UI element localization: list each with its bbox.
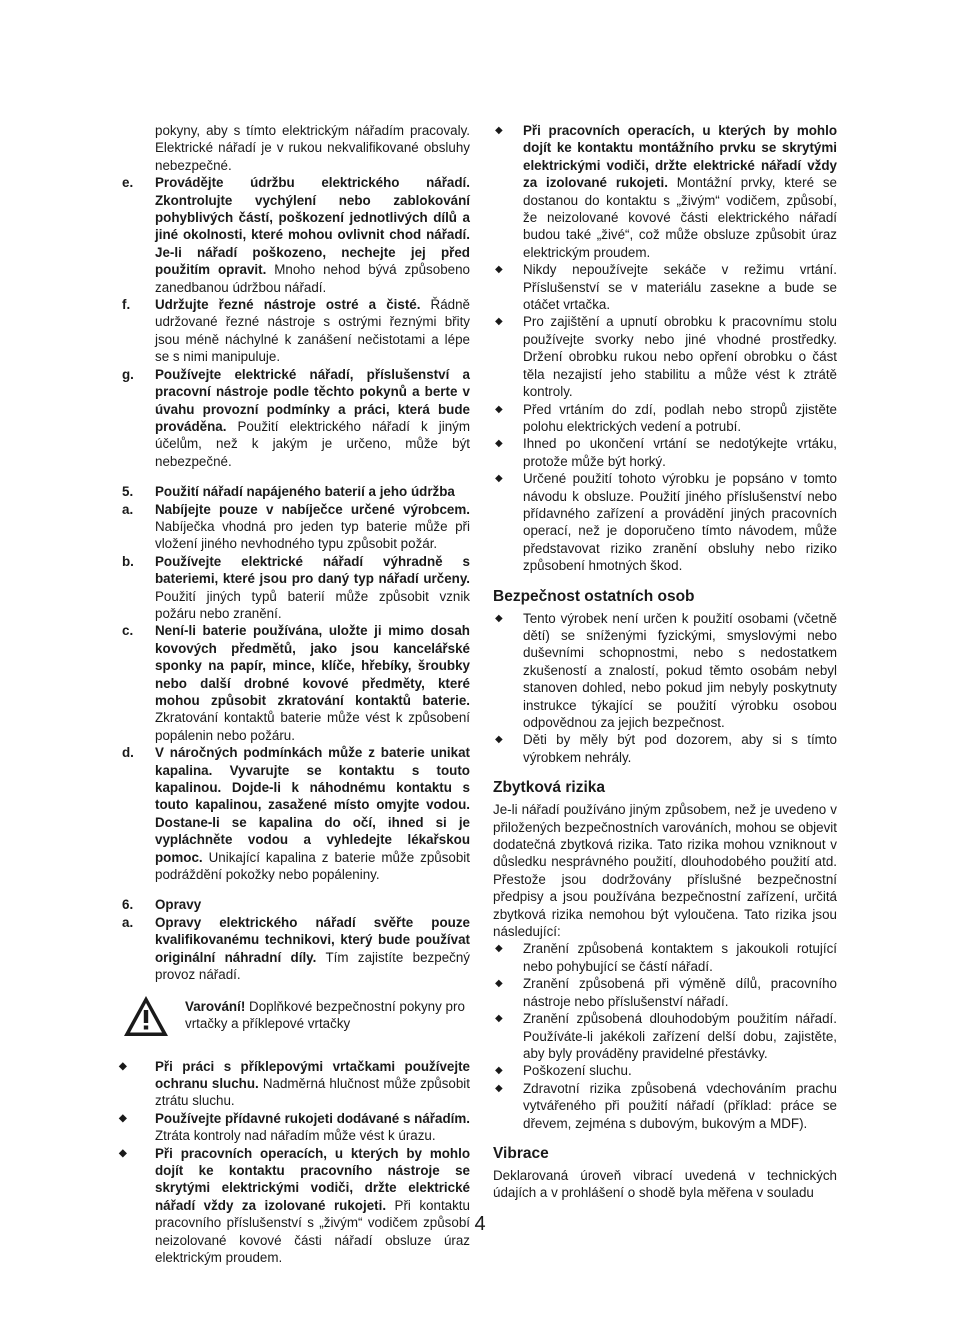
bullet-item bbox=[493, 313, 837, 400]
item-text: Ztráta kontroly nad nářadím může vést k úrazu. bbox=[155, 1128, 436, 1144]
diamond-bullet-icon: ◆ bbox=[495, 403, 503, 415]
bullet-item bbox=[493, 731, 837, 766]
item-text: Nadměrná hlučnost může způsobit ztrátu sluchu. bbox=[155, 1075, 470, 1109]
bullet-item bbox=[493, 975, 837, 1010]
item-text: Mnoho nehod bývá způsobeno zanedbanou údržbou nářadí. bbox=[155, 262, 470, 295]
diamond-bullet-icon: ◆ bbox=[119, 1147, 127, 1159]
diamond-bullet-icon: ◆ bbox=[495, 1013, 503, 1025]
diamond-bullet-icon: ◆ bbox=[495, 978, 503, 990]
list-item-f bbox=[122, 296, 470, 366]
left-column bbox=[119, 122, 470, 1266]
item-marker: d. bbox=[122, 745, 134, 761]
item-text: pokyny, aby s tímto elektrickým nářadím pracovaly. Elektrické nářadí je v rukou nekvalifikované obsluhy nebezpečné. bbox=[155, 123, 470, 173]
item-text: Použití jiných typů baterií může způsobit vznik požáru nebo zranění. bbox=[155, 588, 470, 621]
item-text: Děti by měly být pod dozorem, aby si s tímto výrobkem nehrály. bbox=[523, 732, 837, 765]
item-text: Řádně udržované řezné nástroje s ostrými řeznými břity jsou méně náchylné k zanášení nečistotami a lépe se s nimi manipuluje. bbox=[155, 297, 470, 365]
item-marker: g. bbox=[122, 366, 134, 382]
diamond-bullet-icon: ◆ bbox=[495, 438, 503, 450]
diamond-bullet-icon: ◆ bbox=[119, 1060, 127, 1072]
item-text: Zdravotní rizika způsobená vdechováním prachu vytvářeného při použití nářadí (příklad: práce se dřevem, zejména s dubovým, bukovým a MDF). bbox=[523, 1080, 837, 1131]
bullet-item bbox=[493, 122, 837, 261]
item-text: Zranění způsobená kontaktem s jakoukoli rotující nebo pohybující se částí nářadí. bbox=[523, 941, 837, 974]
item-bold-text: Provádějte údržbu elektrického nářadí. Zkontrolujte vychýlení nebo zablokování pohyblivých částí, poškození jednotlivých dílů a jiné okolnosti, které mohou ovlivnit chod nářadí. Je-li nářadí poškozeno, nechejte jej před použitím opravit. bbox=[155, 175, 470, 278]
heading-residual-risks: Zbytková rizika bbox=[493, 779, 605, 797]
section-title: Opravy bbox=[155, 897, 202, 913]
diamond-bullet-icon: ◆ bbox=[119, 1112, 127, 1124]
list-item-5a bbox=[122, 501, 470, 553]
item-text: Zranění způsobená dlouhodobým použitím nářadí. Používáte-li jakékoli zařízení delší dobu, zajistěte, aby byly prováděny pravidelné přestávky. bbox=[523, 1011, 837, 1061]
bullet-item bbox=[493, 470, 837, 574]
item-bold-text: V náročných podmínkách může z baterie unikat kapalina. Vyvarujte se kontaktu s touto kapalinou. Dojde-li k náhodnému kontaktu s touto kapalinou, zasažené místo omyjte vodou. Dostane-li se kapalina do očí, ihned si je vypláchněte vodou a vyhledejte lékařskou pomoc. bbox=[155, 745, 470, 865]
section-number: 6. bbox=[122, 897, 134, 913]
list-item-5c bbox=[122, 622, 470, 744]
item-text: Zkratování kontaktů baterie může vést k způsobení popálenin nebo požáru. bbox=[155, 710, 470, 743]
item-bold-text: Při pracovních operacích, u kterých by mohlo dojít ke kontaktu montážního prvku se skrytými elektrickými vodiči, držte elektrické nářadí vždy za izolované rukojeti. bbox=[523, 123, 837, 191]
item-marker: c. bbox=[122, 623, 134, 639]
item-text: Unikající kapalina z baterie může způsobit podráždění pokožky nebo popáleniny. bbox=[155, 849, 470, 883]
section-heading-5 bbox=[122, 483, 470, 500]
section-heading-6 bbox=[122, 896, 470, 913]
bullet-item bbox=[493, 1010, 837, 1062]
page-number: 4 bbox=[474, 1213, 486, 1235]
item-text: Pro zajištění a upnutí obrobku k pracovnímu stolu používejte svorky nebo jiné vhodné prostředky. Držení obrobku rukou nebo opření obrobku o část těla nezajistí jeho stabilitu a může vést k ztrátě kontroly. bbox=[523, 314, 837, 400]
item-bold-text: Používejte přídavné rukojeti dodávané s nářadím. bbox=[155, 1110, 470, 1126]
heading-vibration: Vibrace bbox=[493, 1144, 549, 1162]
item-bold-text: Nabíjejte pouze v nabíječce určené výrobcem. bbox=[155, 501, 470, 517]
bullet-item bbox=[493, 1080, 837, 1132]
bullet-item bbox=[119, 1110, 470, 1145]
item-text: Před vrtáním do zdí, podlah nebo stropů zjistěte polohu elektrických vedení a potrubí. bbox=[523, 401, 837, 434]
item-text: Při kontaktu pracovního příslušenství s „živým“ vodičem způsobí neizolované kovové části nářadí obsluze úraz elektrickým proudem. bbox=[155, 1197, 470, 1265]
item-bold-text: Používejte elektrické nářadí výhradně s bateriemi, které jsou pro daný typ nářadí určeny. bbox=[155, 553, 470, 587]
bullet-item bbox=[493, 435, 837, 470]
warning-triangle-icon bbox=[122, 994, 170, 1038]
item-text: Tento výrobek není určen k použití osobami (včetně dětí) se sníženými fyzickými, smyslovými nebo duševními schopnostmi, nebo s nedostatkem zkušeností a znalostí, pokud těmto osobám nebyl stanoven dohled, nebo pokud jim nebyly poskytnuty instrukce týkající se použití výrobku osobou odpovědnou za jejich bezpečnost. bbox=[523, 610, 837, 730]
item-bold-text: Opravy elektrického nářadí svěřte pouze kvalifikovanému technikovi, který bude používat originální náhradní díly. bbox=[155, 914, 470, 965]
diamond-bullet-icon: ◆ bbox=[495, 612, 503, 624]
warning-block bbox=[122, 994, 470, 1050]
item-marker: a. bbox=[122, 501, 134, 517]
bullet-item bbox=[119, 1145, 470, 1267]
warning-text bbox=[185, 994, 470, 1033]
diamond-bullet-icon: ◆ bbox=[495, 734, 503, 746]
bullet-item bbox=[493, 940, 837, 975]
warning-label: Varování! bbox=[185, 998, 246, 1014]
item-marker: b. bbox=[122, 553, 134, 569]
residual-paragraph: Je-li nářadí používáno jiným způsobem, než je uvedeno v přiložených bezpečnostních varováních, mohou se objevit dodatečná zbytková rizika. Tato rizika mohou vzniknout v důsledku nesprávného použití, dlouhodobého použití atd. Přestože jsou dodržovány příslušné bezpečnostní předpisy a jsou používána bezpečnostní zařízení, určitá zbytková rizika nemohou být vyloučena. Tato rizika jsou následující: bbox=[493, 802, 837, 940]
warning-description: Doplňkové bezpečnostní pokyny pro vrtačky a příklepové vrtačky bbox=[185, 998, 465, 1031]
item-bold-text: Při práci s příklepovými vrtačkami používejte ochranu sluchu. bbox=[155, 1058, 470, 1091]
list-item-6a bbox=[122, 914, 470, 984]
list-item-g bbox=[122, 366, 470, 470]
item-text: Tím zajistíte bezpečný provoz nářadí. bbox=[155, 949, 470, 983]
item-text: Nabíječka vhodná pro jeden typ baterie může při vložení jiného nevhodného typu způsobit požár. bbox=[155, 518, 470, 552]
list-item-e bbox=[122, 174, 470, 296]
item-text: Nikdy nepoužívejte sekáče v režimu vrtání. Příslušenství se v materiálu zasekne a bude se otáčet vrtačka. bbox=[523, 262, 837, 313]
heading-others-safety: Bezpečnost ostatních osob bbox=[493, 587, 695, 605]
bullet-item bbox=[493, 261, 837, 313]
item-text: Použití elektrického nářadí k jiným účelům, než k jakým je určeno, může být nebezpečné. bbox=[155, 418, 470, 469]
diamond-bullet-icon: ◆ bbox=[495, 264, 503, 276]
diamond-bullet-icon: ◆ bbox=[495, 125, 503, 136]
list-item-5d bbox=[122, 744, 470, 883]
item-text: Ihned po ukončení vrtání se nedotýkejte vrtáku, protože může být horký. bbox=[523, 436, 837, 469]
item-bold-text: Není-li baterie používána, uložte ji mimo dosah kovových předmětů, jako jsou kancelářské sponky na papír, mince, klíče, hřebíky, šroubky nebo další drobné kovové předměty, které mohou způsobit zkratování kontaktů baterie. bbox=[155, 623, 470, 708]
diamond-bullet-icon: ◆ bbox=[495, 1082, 503, 1094]
item-text: Montážní prvky, které se dostanou do kontaktu s „živým“ vodičem, způsobí, že neizolované kovové části elektrického nářadí budou také „živé“, což může obsluze způsobit úraz elektrickým proudem. bbox=[523, 175, 838, 260]
bullet-item bbox=[119, 1058, 470, 1110]
section-number: 5. bbox=[122, 484, 134, 500]
item-text: Určené použití tohoto výrobku je popsáno v tomto návodu k obsluze. Použití jiného příslušenství nebo přídavného zařízení a provádění jiných pracovních operací, než je doporučeno tímto návodem, může představovat riziko zranění obsluhy nebo riziko způsobení hmotných škod. bbox=[523, 471, 837, 574]
diamond-bullet-icon: ◆ bbox=[495, 473, 503, 485]
list-item-5b bbox=[122, 553, 470, 623]
item-bold-text: Používejte elektrické nářadí, příslušenství a pracovní nástroje podle těchto pokynů a berte v úvahu provozní podmínky a práci, která bude prováděna. bbox=[155, 366, 470, 434]
item-marker: e. bbox=[122, 175, 134, 191]
bullet-item bbox=[493, 1062, 837, 1079]
bullet-item bbox=[493, 401, 837, 436]
diamond-bullet-icon: ◆ bbox=[495, 943, 503, 955]
item-text: Zranění způsobená při výměně dílů, pracovního nástroje nebo příslušenství nářadí. bbox=[523, 976, 837, 1009]
list-item-continuation bbox=[122, 122, 470, 174]
section-title: Použití nářadí napájeného baterií a jeho údržba bbox=[155, 484, 455, 500]
item-marker: f. bbox=[122, 297, 131, 313]
item-text: Poškození sluchu. bbox=[523, 1063, 632, 1079]
item-marker: a. bbox=[122, 914, 134, 930]
item-bold-text: Při pracovních operacích, u kterých by mohlo dojít ke kontaktu pracovního nástroje se skrytými elektrickými vodiči, držte elektrické nářadí vždy za izolované rukojeti. bbox=[155, 1145, 470, 1213]
right-column bbox=[493, 122, 837, 1202]
vibration-paragraph: Deklarovaná úroveň vibrací uvedená v technických údajích a v prohlášení o shodě byla měřena v souladu bbox=[493, 1167, 837, 1201]
diamond-bullet-icon: ◆ bbox=[495, 1065, 503, 1077]
bullet-item bbox=[493, 610, 837, 732]
item-bold-text: Udržujte řezné nástroje ostré a čisté. bbox=[155, 297, 421, 313]
diamond-bullet-icon: ◆ bbox=[495, 316, 503, 328]
